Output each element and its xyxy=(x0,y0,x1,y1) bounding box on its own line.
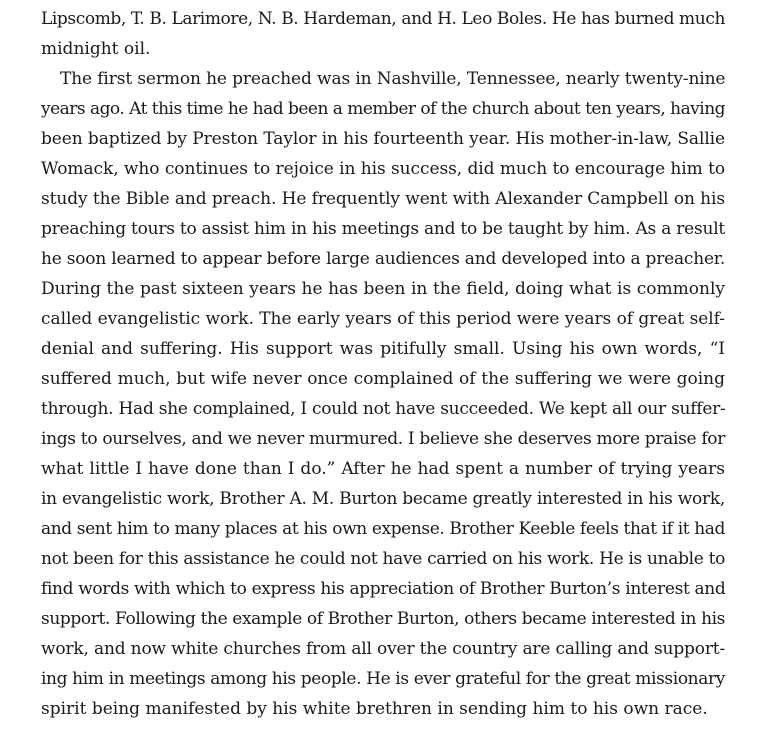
text-line: been baptized by Preston Taylor in his fourteenth year. His mother-in-law, Sallie xyxy=(41,129,725,149)
text-line: he soon learned to appear before large audiences and developed into a preacher. xyxy=(41,249,726,269)
text-line: in evangelistic work, Brother A. M. Burton became greatly interested in his work, xyxy=(41,489,725,509)
text-line: study the Bible and preach. He frequently went with Alexander Campbell on his xyxy=(41,189,725,209)
text-line: midnight oil. xyxy=(41,39,151,59)
text-line: ing him in meetings among his people. He is ever grateful for the great missionary xyxy=(41,669,725,689)
text-line: support. Following the example of Brother Burton, others became interested in his xyxy=(41,609,726,629)
text-line: what little I have done than I do.” After he had spent a number of trying years xyxy=(41,459,725,479)
text-line: spirit being manifested by his white brethren in sending him to his own race. xyxy=(41,699,708,719)
text-line: through. Had she complained, I could not have succeeded. We kept all our suffer- xyxy=(41,399,726,419)
text-line: During the past sixteen years he has been in the field, doing what is commonly xyxy=(41,279,725,299)
text-line: Womack, who continues to rejoice in his success, did much to encourage him to xyxy=(41,159,726,179)
text-line: work, and now white churches from all over the country are calling and support- xyxy=(41,639,726,659)
paragraph-1 xyxy=(41,4,725,64)
paragraph-2 xyxy=(41,64,725,724)
text-line: find words with which to express his appreciation of Brother Burton’s interest and xyxy=(41,579,726,599)
text-line: The first sermon he preached was in Nashville, Tennessee, nearly twenty-nine xyxy=(60,69,726,89)
text-line: years ago. At this time he had been a member of the church about ten years, having xyxy=(41,99,725,119)
document-page xyxy=(41,4,725,724)
text-line: not been for this assistance he could not have carried on his work. He is unable to xyxy=(41,549,725,569)
text-line: called evangelistic work. The early years of this period were years of great self- xyxy=(41,309,726,329)
text-line: preaching tours to assist him in his meetings and to be taught by him. As a result xyxy=(41,219,726,239)
text-line: denial and suffering. His support was pitifully small. Using his own words, “I xyxy=(41,339,725,359)
text-line: ings to ourselves, and we never murmured. I believe she deserves more praise for xyxy=(41,429,726,449)
text-line: suffered much, but wife never once complained of the suffering we were going xyxy=(41,369,725,389)
text-line: and sent him to many places at his own expense. Brother Keeble feels that if it had xyxy=(41,519,725,539)
text-line: Lipscomb, T. B. Larimore, N. B. Hardeman, and H. Leo Boles. He has burned much xyxy=(41,9,725,29)
